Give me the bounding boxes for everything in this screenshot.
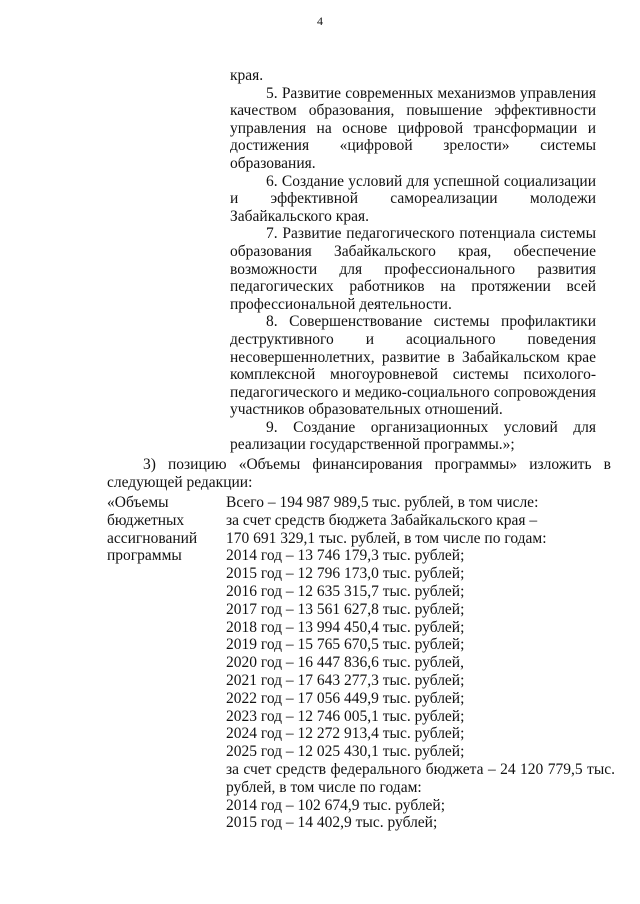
financing-label-line: программы	[107, 547, 182, 565]
financing-label-line: ассигнований	[107, 529, 198, 547]
financing-year-line: 2018 год – 13 994 450,4 тыс. рублей;	[226, 618, 465, 636]
financing-year-line: 2024 год – 12 272 913,4 тыс. рублей;	[226, 725, 465, 743]
financing-year-line: 2014 год – 102 674,9 тыс. рублей;	[226, 796, 446, 814]
financing-year-line: 2014 год – 13 746 179,3 тыс. рублей;	[226, 547, 465, 565]
goal-item-6: 6. Создание условий для успешной социализации и эффективной самореализации молодежи Забайкальского края.	[230, 172, 596, 225]
financing-year-line: 2025 год – 12 025 430,1 тыс. рублей;	[226, 743, 465, 761]
financing-label-line: «Объемы	[107, 494, 169, 511]
financing-year-line: 2020 год – 16 447 836,6 тыс. рублей,	[226, 654, 464, 672]
financing-year-line: 2017 год – 13 561 627,8 тыс. рублей;	[226, 600, 465, 618]
financing-year-line: 2016 год – 12 635 315,7 тыс. рублей;	[226, 582, 465, 600]
goal-item-5: 5. Развитие современных механизмов управления качеством образования, повышение эффективности управления на основе цифровой трансформации и достижения «цифровой зрелости» системы образования.	[230, 84, 596, 172]
amendment-intro: 3) позицию «Объемы финансирования программы» изложить в следующей редакции:	[107, 456, 611, 491]
financing-year-line: 2015 год – 14 402,9 тыс. рублей;	[226, 814, 438, 832]
goal-item-7: 7. Развитие педагогического потенциала системы образования Забайкальского края, обеспечение возможности для профессионального развития педагогических работников на протяжении всей профессиональной деятельности.	[230, 225, 596, 313]
previous-paragraph-tail: края.	[230, 67, 264, 84]
financing-total-line: Всего – 194 987 989,5 тыс. рублей, в том числе:	[226, 494, 539, 511]
financing-year-line: 2015 год – 12 796 173,0 тыс. рублей;	[226, 565, 465, 583]
goals-list	[230, 67, 596, 454]
page-number: 4	[317, 14, 323, 28]
financing-year-line: 2022 год – 17 056 449,9 тыс. рублей;	[226, 689, 465, 707]
financing-year-line: 2023 год – 12 746 005,1 тыс. рублей;	[226, 707, 465, 725]
goal-item-8: 8. Совершенствование системы профилактики деструктивного и асоциального поведения несовершеннолетних, развитие в Забайкальском крае комплексной многоуровневой системы психолого-педагогического и медико-социального сопровождения участников образовательных отношений.	[230, 313, 596, 419]
financing-year-line: 2019 год – 15 765 670,5 тыс. рублей;	[226, 636, 465, 654]
financing-line: рублей, в том числе по годам:	[226, 778, 422, 796]
financing-label	[107, 494, 217, 565]
financing-line: за счет средств бюджета Забайкальского края –	[226, 511, 538, 529]
financing-values	[226, 494, 615, 832]
financing-year-line: 2021 год – 17 643 277,3 тыс. рублей;	[226, 671, 465, 689]
goal-item-9: 9. Создание организационных условий для реализации государственной программы.»;	[230, 418, 596, 454]
financing-line: 170 691 329,1 тыс. рублей, в том числе по годам:	[226, 529, 547, 547]
financing-label-line: бюджетных	[107, 511, 185, 529]
financing-federal-line: за счет средств федерального бюджета – 24 120 779,5 тыс.	[226, 760, 615, 778]
